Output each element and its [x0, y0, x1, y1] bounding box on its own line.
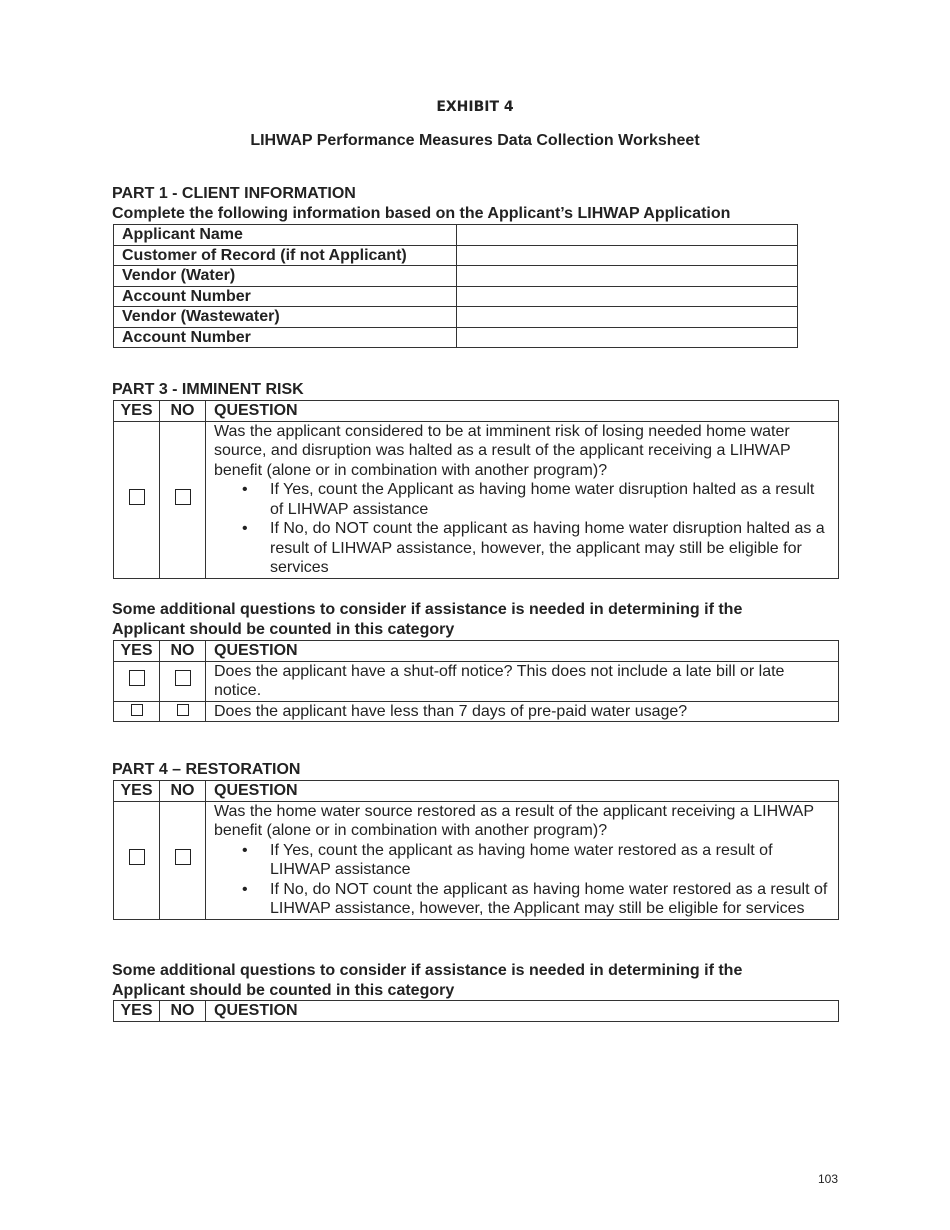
- client-info-table: [113, 224, 798, 348]
- restoration-table: [113, 780, 839, 920]
- restoration-no-checkbox[interactable]: [175, 849, 191, 865]
- question-column-header: QUESTION: [206, 401, 839, 422]
- imminent-risk-table: [113, 400, 839, 579]
- yes-cell: [114, 421, 160, 578]
- yes-column-header: YES: [114, 401, 160, 422]
- vendor-water-field[interactable]: [457, 266, 798, 287]
- no-column-header: NO: [160, 401, 206, 422]
- no-column-header: NO: [160, 781, 206, 802]
- no-cell: [160, 661, 206, 701]
- question-cell: [206, 421, 839, 578]
- list-item: • If No, do NOT count the applicant as having home water restored as a result of LIHWAP assistance, however, the Applicant may still be eligible for services: [270, 880, 830, 919]
- prepaid-usage-yes-checkbox[interactable]: [131, 704, 143, 716]
- part1-heading: PART 1 - CLIENT INFORMATION: [112, 185, 356, 202]
- vendor-wastewater-field[interactable]: [457, 307, 798, 328]
- table-row: [114, 266, 798, 287]
- customer-of-record-label: Customer of Record (if not Applicant): [114, 245, 457, 266]
- no-cell: [160, 801, 206, 919]
- water-account-number-field[interactable]: [457, 286, 798, 307]
- table-row: [114, 421, 839, 578]
- additional-questions-table-2: [113, 1000, 839, 1022]
- applicant-name-label: Applicant Name: [114, 225, 457, 246]
- yes-cell: [114, 801, 160, 919]
- question-column-header: QUESTION: [206, 641, 839, 662]
- yes-column-header: YES: [114, 641, 160, 662]
- imminent-risk-no-checkbox[interactable]: [175, 489, 191, 505]
- part3-heading: PART 3 - IMMINENT RISK: [112, 381, 304, 398]
- no-cell: [160, 421, 206, 578]
- list-item: • If Yes, count the Applicant as having home water disruption halted as a result of LIHWAP assistance: [270, 480, 830, 519]
- table-header-row: [114, 641, 839, 662]
- question-column-header: QUESTION: [206, 1001, 839, 1022]
- table-header-row: [114, 401, 839, 422]
- exhibit-label: EXHIBIT 4: [436, 99, 514, 115]
- no-column-header: NO: [160, 1001, 206, 1022]
- additional-questions-heading: Some additional questions to consider if assistance is needed in determining if the Applicant should be counted in this category: [112, 601, 743, 638]
- guidance-list: [214, 480, 830, 578]
- restoration-yes-checkbox[interactable]: [129, 849, 145, 865]
- imminent-risk-yes-checkbox[interactable]: [129, 489, 145, 505]
- page-title: LIHWAP Performance Measures Data Collection Worksheet: [250, 132, 700, 149]
- list-item: • If Yes, count the applicant as having home water restored as a result of LIHWAP assistance: [270, 841, 830, 880]
- water-account-number-label: Account Number: [114, 286, 457, 307]
- restoration-question: Was the home water source restored as a result of the applicant receiving a LIHWAP benefit (alone or in combination with another program)?: [214, 802, 814, 839]
- table-row: [114, 661, 839, 701]
- vendor-water-label: Vendor (Water): [114, 266, 457, 287]
- table-header-row: [114, 781, 839, 802]
- yes-column-header: YES: [114, 1001, 160, 1022]
- customer-of-record-field[interactable]: [457, 245, 798, 266]
- yes-cell: [114, 661, 160, 701]
- shutoff-notice-yes-checkbox[interactable]: [129, 670, 145, 686]
- additional-questions-heading-2: Some additional questions to consider if assistance is needed in determining if the Applicant should be counted in this category: [112, 962, 743, 999]
- list-item: • If No, do NOT count the applicant as having home water disruption halted as a result of LIHWAP assistance, however, the applicant may still be eligible for services: [270, 519, 830, 578]
- additional-questions-table: [113, 640, 839, 722]
- imminent-risk-question: Was the applicant considered to be at imminent risk of losing needed home water source, and disruption was halted as a result of the applicant receiving a LIHWAP benefit (alone or in combination with another program)?: [214, 422, 791, 479]
- no-column-header: NO: [160, 641, 206, 662]
- wastewater-account-number-field[interactable]: [457, 327, 798, 348]
- prepaid-usage-no-checkbox[interactable]: [177, 704, 189, 716]
- table-row: [114, 307, 798, 328]
- yes-column-header: YES: [114, 781, 160, 802]
- page-number: 103: [818, 1172, 839, 1186]
- prepaid-usage-question: Does the applicant have less than 7 days of pre-paid water usage?: [206, 701, 839, 722]
- table-header-row: [114, 1001, 839, 1022]
- wastewater-account-number-label: Account Number: [114, 327, 457, 348]
- no-cell: [160, 701, 206, 722]
- part4-heading: PART 4 – RESTORATION: [112, 761, 301, 778]
- table-row: [114, 225, 798, 246]
- shutoff-notice-question: Does the applicant have a shut-off notice? This does not include a late bill or late notice.: [206, 661, 839, 701]
- table-row: [114, 801, 839, 919]
- yes-cell: [114, 701, 160, 722]
- applicant-name-field[interactable]: [457, 225, 798, 246]
- guidance-list: [214, 841, 830, 919]
- table-row: [114, 245, 798, 266]
- part1-subheading: Complete the following information based on the Applicant’s LIHWAP Application: [112, 205, 731, 222]
- table-row: [114, 327, 798, 348]
- table-row: [114, 286, 798, 307]
- question-cell: [206, 801, 839, 919]
- vendor-wastewater-label: Vendor (Wastewater): [114, 307, 457, 328]
- shutoff-notice-no-checkbox[interactable]: [175, 670, 191, 686]
- table-row: [114, 701, 839, 722]
- question-column-header: QUESTION: [206, 781, 839, 802]
